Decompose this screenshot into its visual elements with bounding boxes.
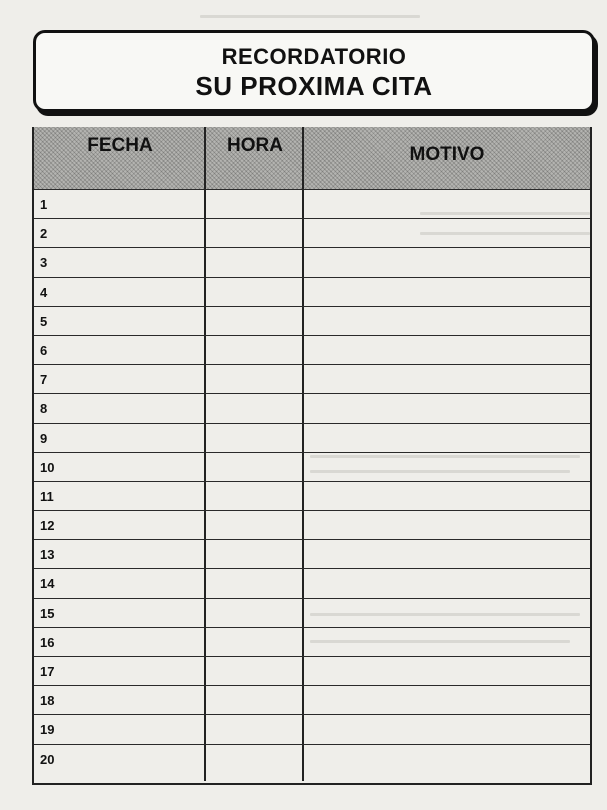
row-number: 18 (40, 693, 55, 709)
table-row[interactable] (34, 714, 590, 743)
row-number: 19 (40, 722, 55, 738)
table-body (34, 189, 590, 773)
row-number: 9 (40, 430, 48, 446)
row-number: 11 (40, 488, 54, 504)
table-row[interactable] (34, 335, 590, 364)
table-row[interactable] (34, 539, 590, 568)
table-row[interactable] (34, 247, 590, 276)
column-header-hora: HORA (227, 135, 283, 156)
table-row[interactable] (34, 627, 590, 656)
row-number: 7 (40, 372, 48, 388)
row-number: 15 (40, 605, 55, 621)
row-number: 4 (40, 284, 48, 300)
row-number: 1 (40, 197, 48, 212)
row-number: 10 (40, 459, 55, 475)
row-number: 6 (40, 342, 48, 358)
header-title: RECORDATORIO (221, 44, 407, 69)
table-row[interactable] (34, 218, 590, 247)
column-header-fecha: FECHA (87, 135, 153, 156)
row-number: 17 (40, 664, 55, 679)
column-header-motivo: MOTIVO (409, 144, 485, 165)
table-row[interactable] (34, 568, 590, 597)
table-row[interactable] (34, 481, 590, 510)
table-row[interactable] (34, 423, 590, 452)
table-row[interactable] (34, 510, 590, 539)
row-number: 3 (40, 255, 48, 271)
row-number: 20 (40, 751, 55, 767)
reminder-header-box (33, 30, 595, 112)
table-row[interactable] (34, 277, 590, 306)
table-row[interactable] (34, 306, 590, 335)
table-row[interactable] (34, 685, 590, 714)
row-number: 14 (40, 576, 55, 592)
table-row[interactable] (34, 656, 590, 685)
table-header (34, 127, 590, 189)
row-number: 5 (40, 313, 48, 329)
table-row[interactable] (34, 364, 590, 393)
table-row[interactable] (34, 189, 590, 218)
table-row[interactable] (34, 598, 590, 627)
row-number: 12 (40, 518, 55, 534)
header-subtitle: SU PROXIMA CITA (195, 71, 433, 101)
row-number: 2 (40, 226, 48, 242)
table-row[interactable] (34, 452, 590, 481)
table-row[interactable] (34, 393, 590, 422)
table-row[interactable] (34, 744, 590, 773)
appointment-table (32, 127, 592, 785)
row-number: 16 (40, 634, 55, 650)
row-number: 8 (40, 401, 48, 417)
row-number: 13 (40, 547, 55, 563)
bleed-through-line (200, 15, 420, 18)
